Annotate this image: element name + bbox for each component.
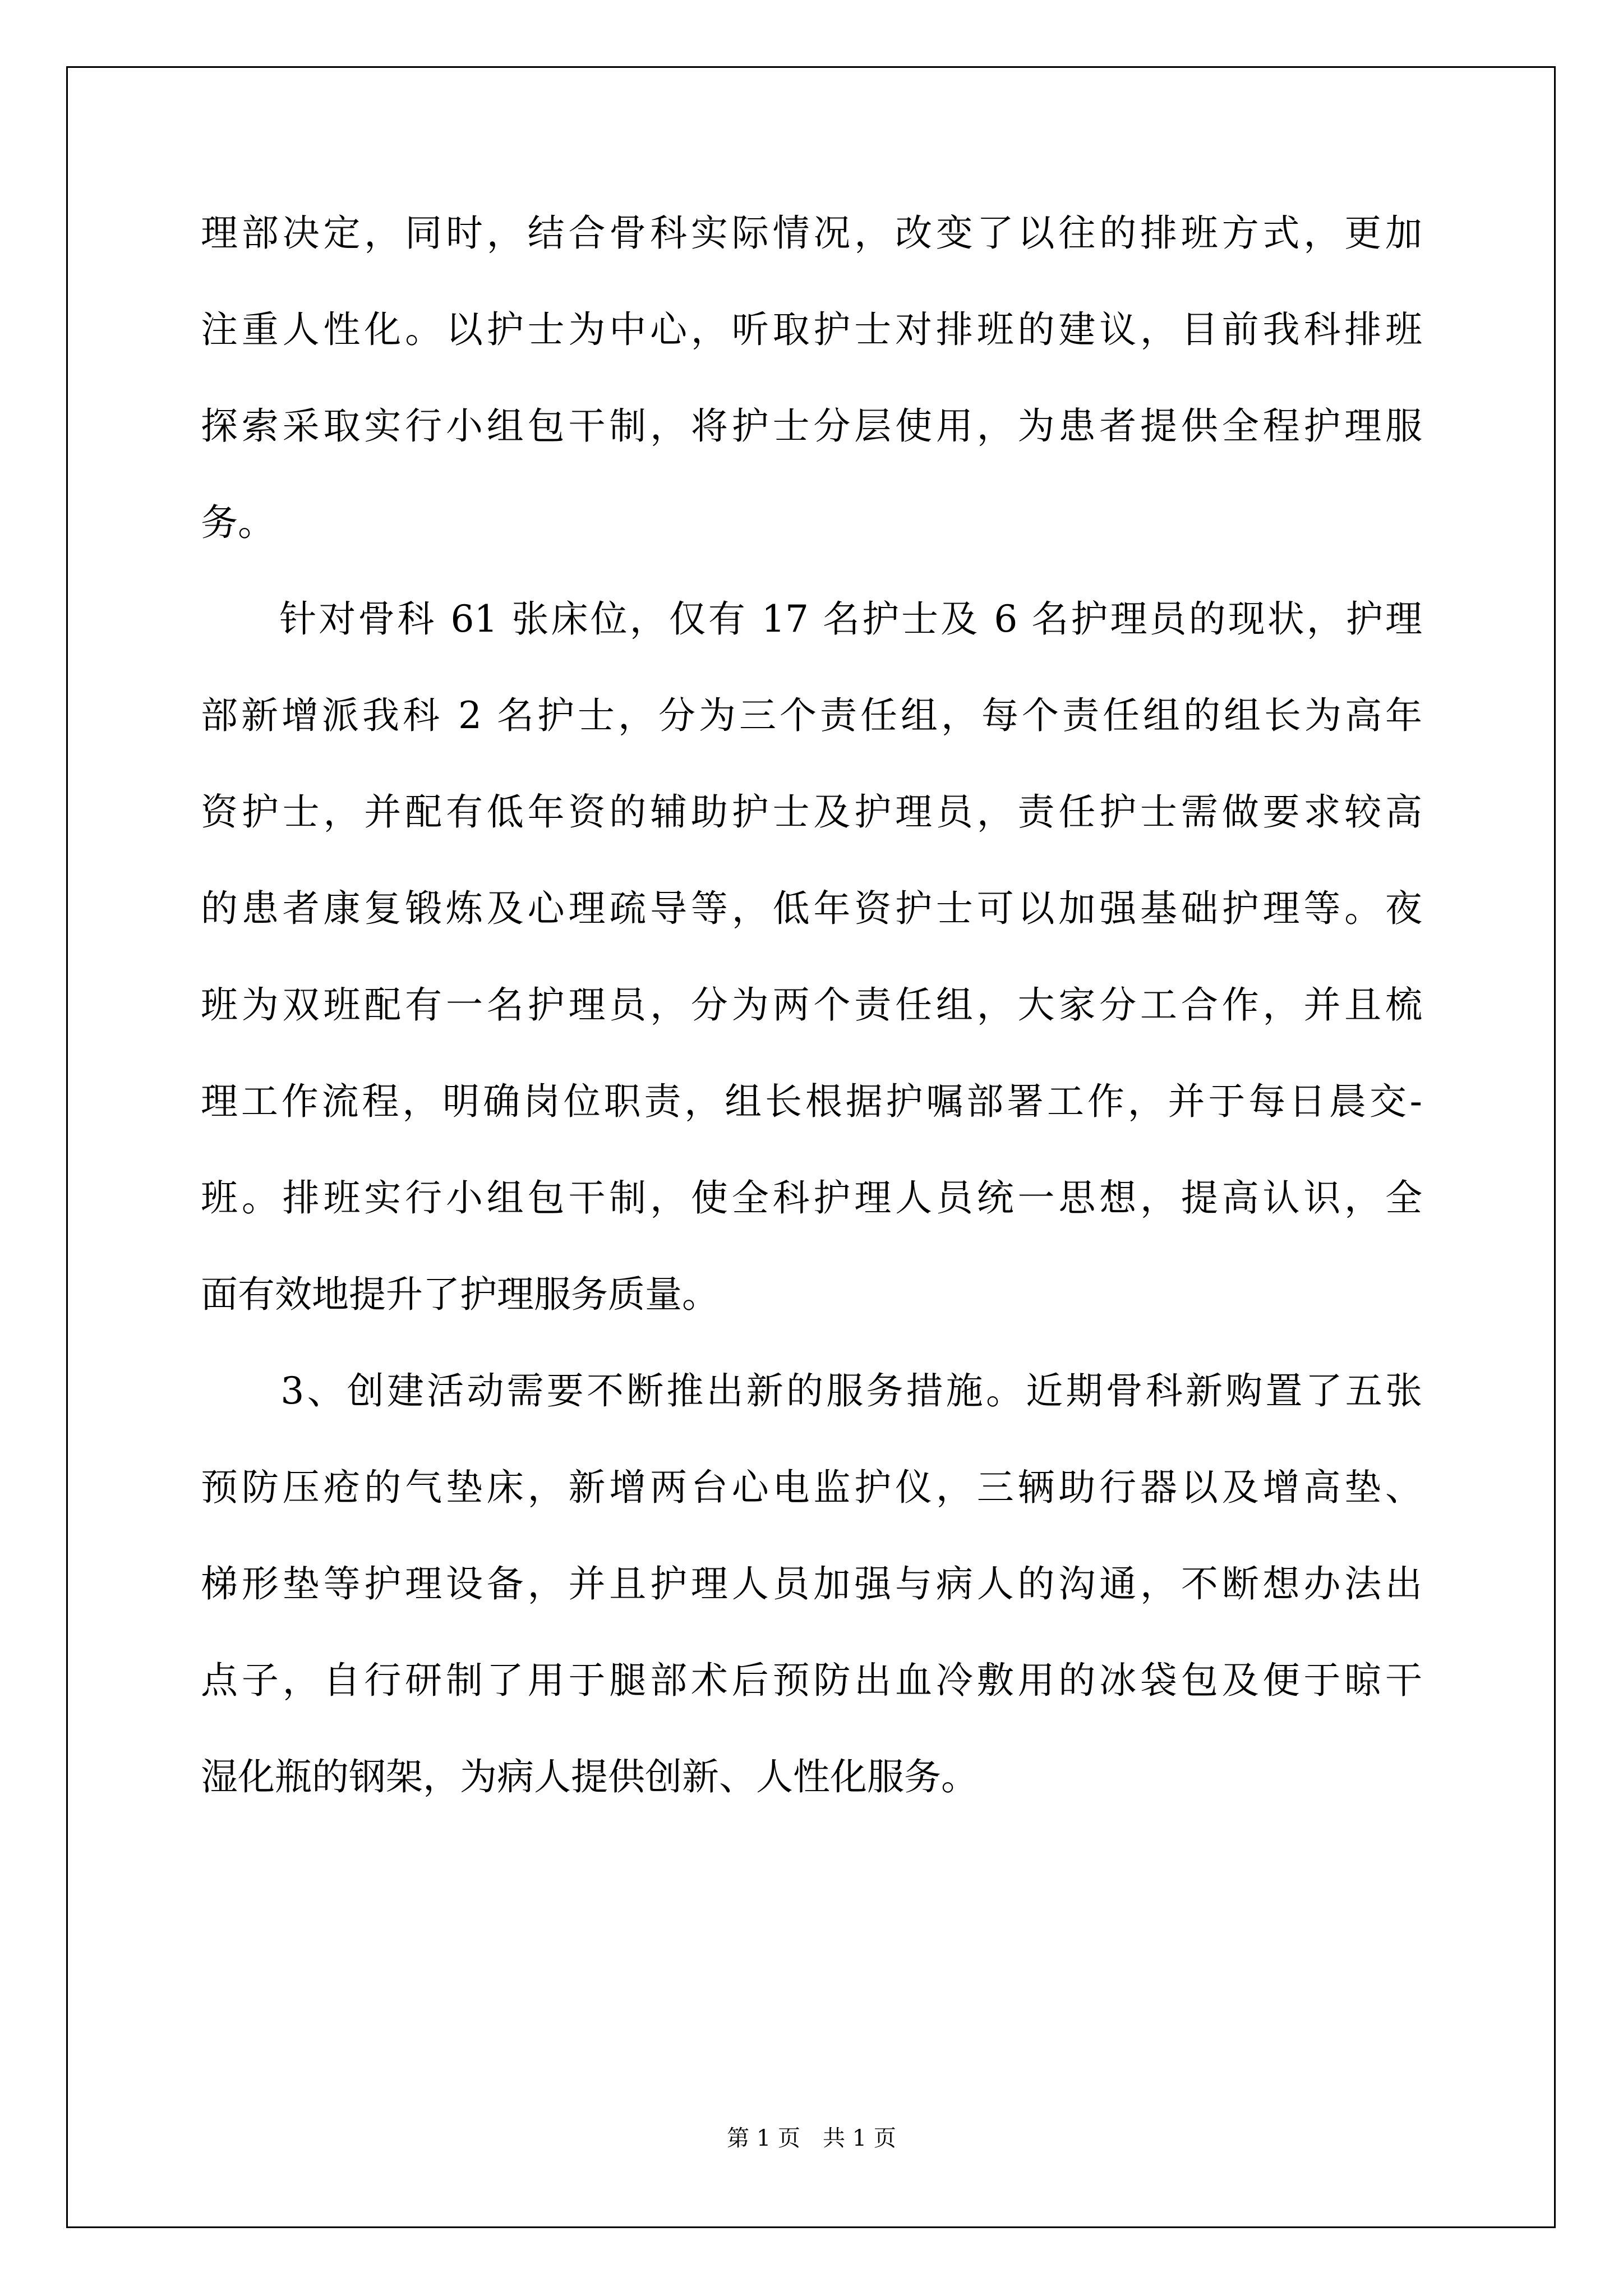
- text-line: 梯形垫等护理设备，并且护理人员加强与病人的沟通，不断想办法出: [201, 1562, 1422, 1605]
- text-line: 务。: [201, 501, 275, 544]
- text-line: 的患者康复锻炼及心理疏导等，低年资护士可以加强基础护理等。夜: [201, 887, 1422, 930]
- text-line: 面有效地提升了护理服务质量。: [201, 1273, 719, 1316]
- text-line: 湿化瓶的钢架，为病人提供创新、人性化服务。: [201, 1755, 978, 1798]
- text-line: 注重人性化。以护士为中心，听取护士对排班的建议，目前我科排班: [201, 308, 1422, 351]
- text-line: 预防压疮的气垫床，新增两台心电监护仪，三辆助行器以及增高垫、: [201, 1466, 1422, 1509]
- document-body: [201, 185, 1422, 1825]
- text-line: 理部决定，同时，结合骨科实际情况，改变了以往的排班方式，更加: [201, 211, 1422, 255]
- text-line: 点子，自行研制了用于腿部术后预防出血冷敷用的冰袋包及便于晾干: [201, 1659, 1422, 1702]
- text-line: 资护士，并配有低年资的辅助护士及护理员，责任护士需做要求较高: [201, 790, 1422, 834]
- text-line: 部新增派我科 2 名护士，分为三个责任组，每个责任组的组长为高年: [201, 694, 1422, 737]
- text-line: 3、创建活动需要不断推出新的服务措施。近期骨科新购置了五张: [201, 1369, 1422, 1412]
- text-line: 班。排班实行小组包干制，使全科护理人员统一思想，提高认识，全: [201, 1176, 1422, 1220]
- text-line: 针对骨科 61 张床位，仅有 17 名护士及 6 名护理员的现状，护理: [201, 597, 1422, 641]
- text-line: 理工作流程，明确岗位职责，组长根据护嘱部署工作，并于每日晨交-: [201, 1080, 1422, 1123]
- text-line: 探索采取实行小组包干制，将护士分层使用，为患者提供全程护理服: [201, 404, 1422, 448]
- page-number-footer: 第 1 页 共 1 页: [727, 2125, 896, 2151]
- text-line: 班为双班配有一名护理员，分为两个责任组，大家分工合作，并且梳: [201, 983, 1422, 1027]
